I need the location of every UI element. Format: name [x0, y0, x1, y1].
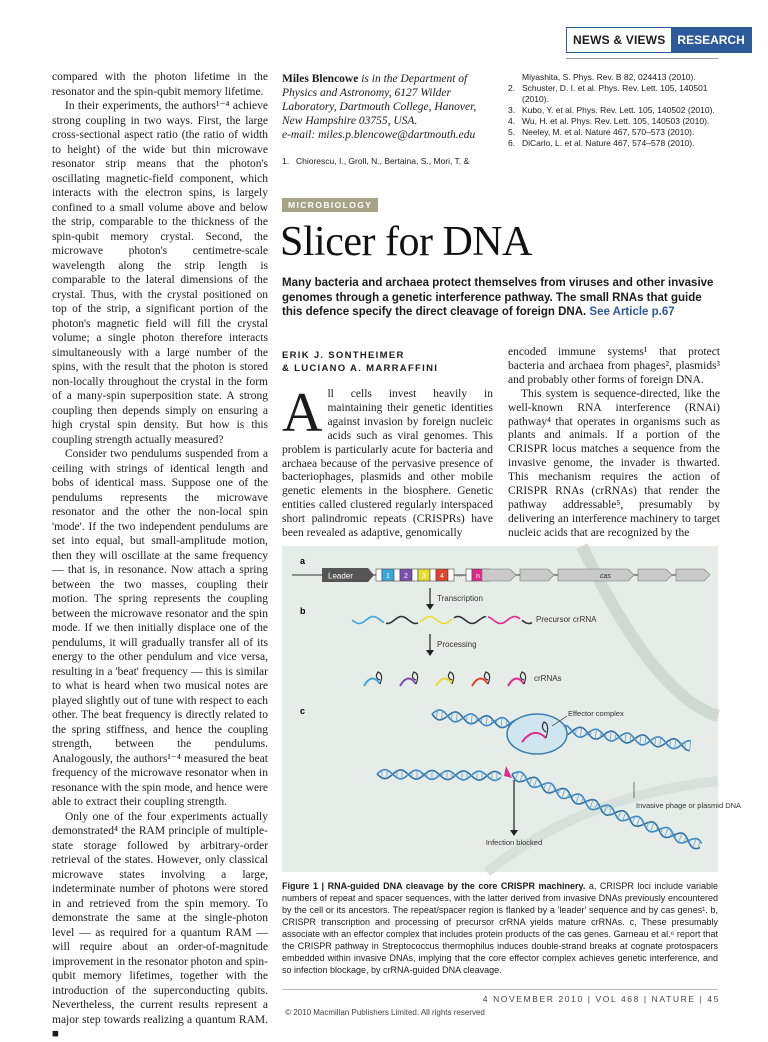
author-email[interactable]: e-mail: miles.p.blencowe@dartmouth.edu — [282, 129, 475, 141]
transcription-label: Transcription — [437, 594, 483, 603]
article-title: Slicer for DNA — [280, 216, 532, 268]
body-column-a — [282, 388, 493, 541]
figure-background — [282, 546, 718, 872]
precursor-label: Precursor crRNA — [536, 615, 597, 624]
caption-lead: Figure 1 | RNA-guided DNA cleavage by the core CRISPR machinery. — [282, 881, 585, 891]
reference-text: Chiorescu, I., Groll, N., Bertaina, S., Mori, T. & — [296, 156, 490, 167]
left-paragraph-1: compared with the photon lifetime in the resonator and the spin-qubit memory lifetime. — [52, 70, 268, 99]
body-b-paragraph-1: encoded immune systems¹ that protect bacteria and archaea from phages², plasmids³ and probably other forms of foreign DNA. — [508, 346, 720, 388]
spacer-label: n — [476, 573, 480, 580]
author-affiliation: is in the Department of Physics and Astronomy, 6127 Wilder Laboratory, Dartmouth College, Hanover, New Hampshire 03755, USA. — [282, 73, 476, 127]
body-a-text: ll cells invest heavily in maintaining their genetic identities against invasion by foreign nucleic acids such as viral genomes. This problem is particularly acute for bacteria and archaea because of the pervasive presence of bacteriophages, plasmids and other mobile genetic elements in the biosphere. Genetic entities called clustered regularly interspaced short palindromic repeats (CRISPRs) have been revealed as adaptive, genomically — [282, 388, 493, 539]
left-paragraph-3: Consider two pendulums suspended from a ceiling with strings of identical length and bobs of identical mass. Suppose one of the pendulums represents the microwave resonator and the other the non-local spin 'mode'. If the two independent pendulums are set into equal, but small-amplitude motion, then they will oscillate at the same frequency — that is, in resonance. Now attach a spring between the two masses, coupling their motion. The spring represents the coupling between the microwave resonator and the spin mode. If we then initially displace one of the pendulums, it will gradually transfer all of its energy to the other pendulum and vice versa, resulting in a 'beat' frequency — this is similar to what is heard when two musical notes are played slightly out of tune with respect to each other. The beat frequency is directly related to the spring stiffness, and hence the coupling strength, between the pendulums. Analogously, the authors¹⁻⁴ measured the beat frequency of the microwave resonator when in resonance with the spin mode, and hence were able to extract their coupling strength. — [52, 447, 268, 810]
reference-number — [508, 72, 522, 83]
reference-number: 3. — [508, 105, 522, 116]
reference-text: Kubo, Y. et al. Phys. Rev. Lett. 105, 140502 (2010). — [522, 105, 720, 116]
repeat-box — [412, 569, 418, 581]
research-tab[interactable]: RESEARCH — [671, 28, 750, 52]
leader-label: Leader — [328, 572, 353, 581]
references-list-mid — [282, 156, 490, 167]
dna-upper-base-pair — [496, 720, 497, 724]
left-paragraph-2: In their experiments, the authors¹⁻⁴ achieve strong coupling in two ways. First, the large cross-sectional aspect ratio (the ratio of width to height) of the wide but thin microwave resonator strip means that the photon's oscillating magnetic-field component, which interacts with the electron spins, is largely confined to a small volume above and below the strip, comparable to the thickness of the spin-qubit memory crystal. Second, the microwave photon's centimetre-scale wavelength along the strip length is comparable to the lateral dimensions of the crystal. Thus, with the crystal positioned on top of the strip, a significant portion of the photon's magnetic field will fill the crystal volume; a single photon therefore interacts simultaneously with a large number of the spins, with the result that the photon is stored non-locally throughout the crystal in the form of a many-spin superposition state. A strong coupling then depends simply on ensuring a high crystal spin density. But how is this coupling strength actually measured? — [52, 99, 268, 447]
author-info — [282, 72, 490, 142]
invasive-label: Invasive phage or plasmid DNA — [636, 801, 741, 810]
processing-label: Processing — [437, 640, 477, 649]
dna-upper-base-pair — [586, 731, 587, 735]
drop-cap: A — [282, 388, 327, 436]
reference-text: Neeley, M. et al. Nature 467, 570–573 (2010). — [522, 127, 720, 138]
reference-text: Miyashita, S. Phys. Rev. B 82, 024413 (2010). — [522, 72, 720, 83]
figure-caption — [282, 880, 718, 976]
spacer-label: 2 — [404, 573, 408, 580]
reference-item — [282, 156, 490, 167]
cas-gene-arrow — [482, 569, 516, 581]
news-views-tab[interactable]: NEWS & VIEWS — [567, 28, 671, 52]
dna-diag-base-pair — [526, 779, 527, 780]
reference-text: DiCarlo, L. et al. Nature 467, 574–578 (2010). — [522, 138, 720, 149]
section-badge: MICROBIOLOGY — [282, 198, 378, 212]
body-column-b — [508, 346, 720, 541]
repeat-spacer-array — [376, 569, 490, 581]
reference-item — [508, 127, 720, 138]
repeat-box — [448, 569, 454, 581]
effector-label — [568, 709, 624, 718]
left-column — [52, 70, 268, 1042]
body-b-paragraph-2: This system is sequence-directed, like the well-known RNA interference (RNAi) pathway⁴ that operates in organisms such as plants and animals. If a portion of the CRISPR locus matches a sequence from the invasive genome, the invader is thwarted. This mechanism requires the action of CRISPR RNAs (crRNAs) that render the pathway addressable⁵, presumably by delivering an interference machinery to target nucleic acids that are recognized by the — [508, 388, 720, 541]
cas-gene-arrow — [558, 569, 634, 581]
cas-gene-arrow — [520, 569, 554, 581]
infection-blocked-label: Infection blocked — [486, 838, 542, 847]
reference-item — [508, 72, 720, 83]
panel-c-label: c — [300, 706, 305, 716]
crrnas-label: crRNAs — [534, 674, 562, 683]
copyright: © 2010 Macmillan Publishers Limited. All rights reserved — [260, 1008, 510, 1017]
issue-line: 4 NOVEMBER 2010 | VOL 468 | NATURE | 45 — [430, 994, 720, 1004]
see-article-link[interactable]: See Article p.67 — [589, 306, 674, 318]
spacer-label: 3 — [422, 573, 426, 580]
left-paragraph-4: Only one of the four experiments actually demonstrated⁴ the RAM principle of multiple-state storage followed by arbitrary-order retrieval of the states. However, only classical microwave states involving a large, indeterminate number of photons were stored in and retrieved from the spin memory. To demonstrate the same at the single-photon level — as required for a quantum RAM — will require about an order-of-magnitude improvement in the resonator photon and spin-qubit memory lifetimes, together with the introduction of the superconducting qubits. Nevertheless, the current results represent a major step towards realizing a quantum RAM. ■ — [52, 810, 268, 1042]
reference-number: 6. — [508, 138, 522, 149]
reference-item — [508, 116, 720, 127]
effector-label-text: Effector complex — [568, 709, 624, 718]
panel-b-label: b — [300, 606, 306, 616]
dna-diag-base-pair — [601, 807, 602, 808]
reference-item — [508, 105, 720, 116]
caption-text: a, CRISPR loci include variable numbers of repeat and spacer sequences, with the latter derived from invasive DNAs previously encountered by the cell or its ancestors. The repeat/spacer region is flanked by a 'leader' sequence and by cas genes¹. b, CRISPR transcription and processing of precursor crRNA yields mature crRNAs. c, These presumably associate with an effector complex that includes protein products of the cas genes. Garneau et al.⁶ report that the CRISPR pathway in Streptococcus thermophilus induces double-strand breaks at cognate protospacers embedded within invasive DNAs, implying that the core effector complex achieves genetic interference, and so infection blockage, by crRNA-guided DNA cleavage. — [282, 881, 718, 975]
spacer-label: 4 — [440, 573, 444, 580]
reference-number: 5. — [508, 127, 522, 138]
standfirst — [282, 276, 718, 320]
repeat-box — [466, 569, 472, 581]
crispr-figure — [282, 546, 718, 872]
section-tabs — [566, 27, 752, 53]
author-name: Miles Blencowe — [282, 73, 358, 85]
cas-label: cas — [600, 573, 611, 580]
effector-complex — [507, 714, 567, 754]
repeat-box — [430, 569, 436, 581]
repeat-box — [394, 569, 400, 581]
dna-upper-base-pair — [476, 718, 477, 722]
header-rule — [566, 58, 718, 59]
standfirst-text: Many bacteria and archaea protect themselves from viruses and other invasive genomes through a genetic interference pathway. The small RNAs that guide this defence specify the direct cleavage of foreign DNA. — [282, 277, 713, 318]
reference-text: Wu, H. et al. Phys. Rev. Lett. 105, 140503 (2010). — [522, 116, 720, 127]
reference-number: 1. — [282, 156, 296, 167]
panel-a-label: a — [300, 556, 306, 566]
reference-item — [508, 83, 720, 105]
cas-gene-arrow — [638, 569, 672, 581]
ellipsis-dots: ··· — [456, 573, 463, 580]
footer-rule — [282, 989, 718, 990]
repeat-box — [376, 569, 382, 581]
spacer-label: 1 — [386, 573, 390, 580]
reference-item — [508, 138, 720, 149]
reference-number: 2. — [508, 83, 522, 105]
reference-text: Schuster, D. I. et al. Phys. Rev. Lett. 105, 140501 (2010). — [522, 83, 720, 105]
cas-gene-arrow — [676, 569, 710, 581]
author-1: ERIK J. SONTHEIMER — [282, 349, 438, 362]
byline — [282, 349, 438, 375]
references-list-right — [508, 72, 720, 149]
reference-number: 4. — [508, 116, 522, 127]
author-2: & LUCIANO A. MARRAFFINI — [282, 362, 438, 375]
